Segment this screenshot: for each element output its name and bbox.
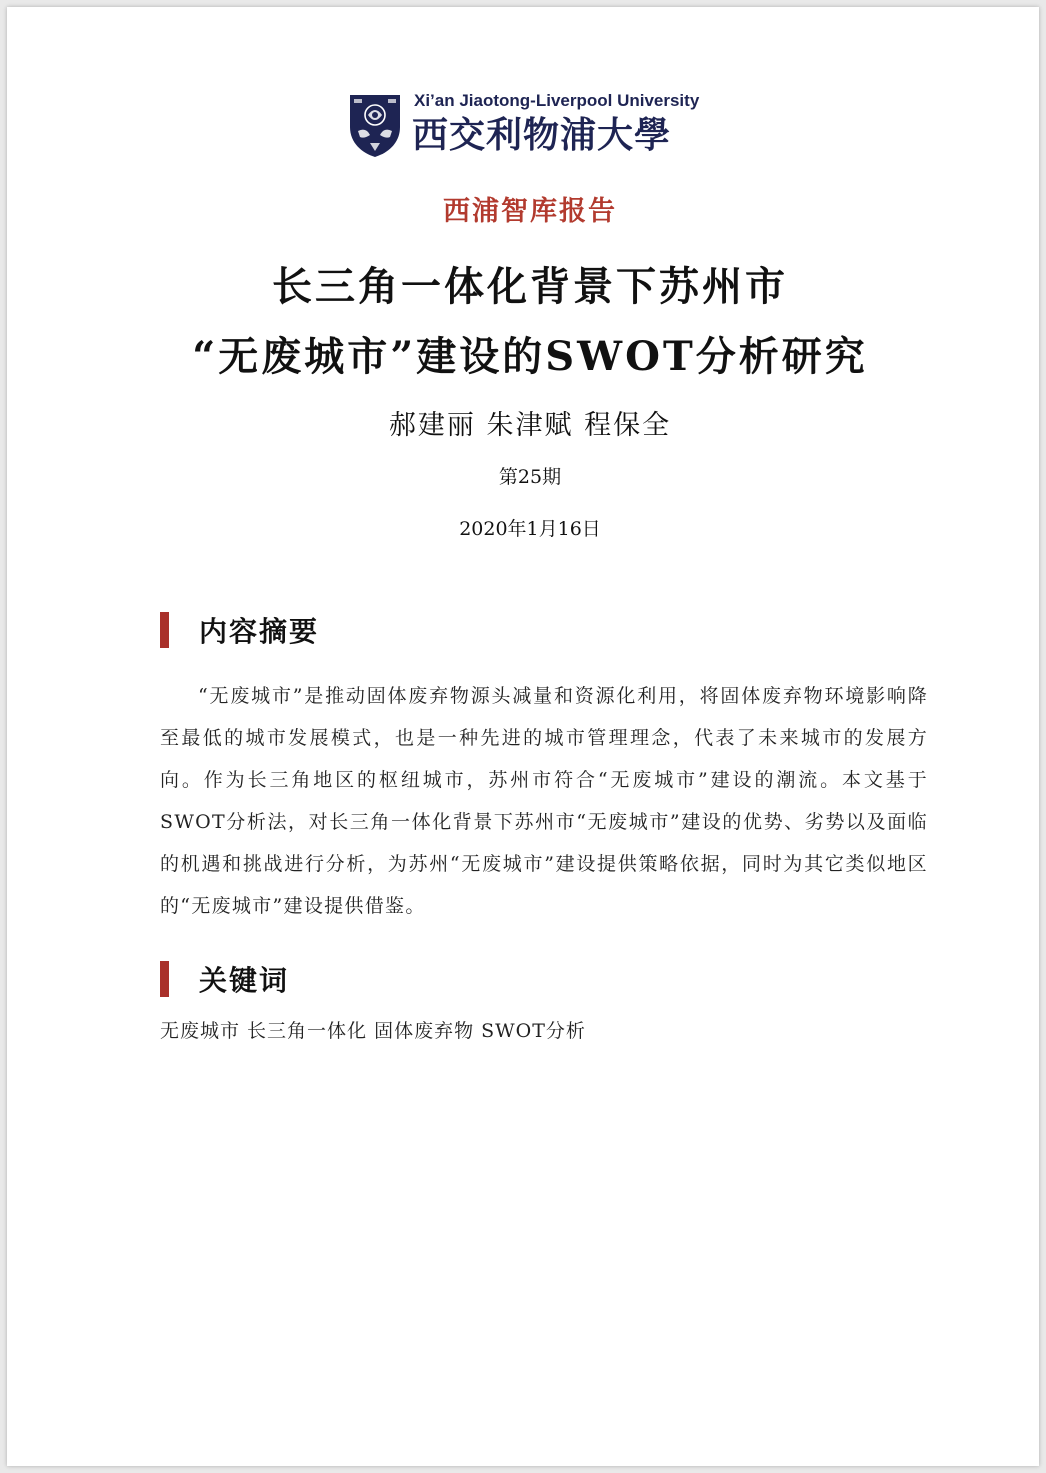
abstract-section-marker: [160, 612, 169, 648]
report-title-line1: 长三角一体化背景下苏州市: [272, 263, 788, 310]
university-logo: [348, 87, 718, 163]
report-authors: 郝建丽 朱津赋 程保全: [388, 410, 672, 441]
report-issue: 第25期: [498, 466, 562, 488]
university-name-en: Xi’an Jiaotong-Liverpool University: [414, 91, 700, 110]
abstract-text: “无废城市”是推动固体废弃物源头减量和资源化利用，将固体废弃物环境影响降至最低的城市发展模式，也是一种先进的城市管理理念，代表了未来城市的发展方向。作为长三角地区的枢纽城市，苏州市符合“无废城市”建设的潮流。本文基于SWOT分析法，对长三角一体化背景下苏州市“无废城市”建设的优势、劣势以及面临的机遇和挑战进行分析，为苏州“无废城市”建设提供策略依据，同时为其它类似地区的“无废城市”建设提供借鉴。: [160, 685, 928, 917]
document-page: [7, 7, 1039, 1466]
university-name-cn: 西交利物浦大學: [412, 114, 672, 156]
keywords-section-marker: [160, 961, 169, 997]
abstract-heading: 内容摘要: [199, 615, 320, 648]
report-date: 2020年1月16日: [459, 518, 601, 540]
report-title-line2: “无废城市”建设的SWOT分析研究: [192, 333, 868, 380]
university-crest-icon: [348, 93, 402, 159]
report-series: 西浦智库报告: [443, 196, 617, 227]
keywords-heading: 关键词: [199, 964, 290, 997]
keywords-text: 无废城市 长三角一体化 固体废弃物 SWOT分析: [160, 1020, 586, 1042]
